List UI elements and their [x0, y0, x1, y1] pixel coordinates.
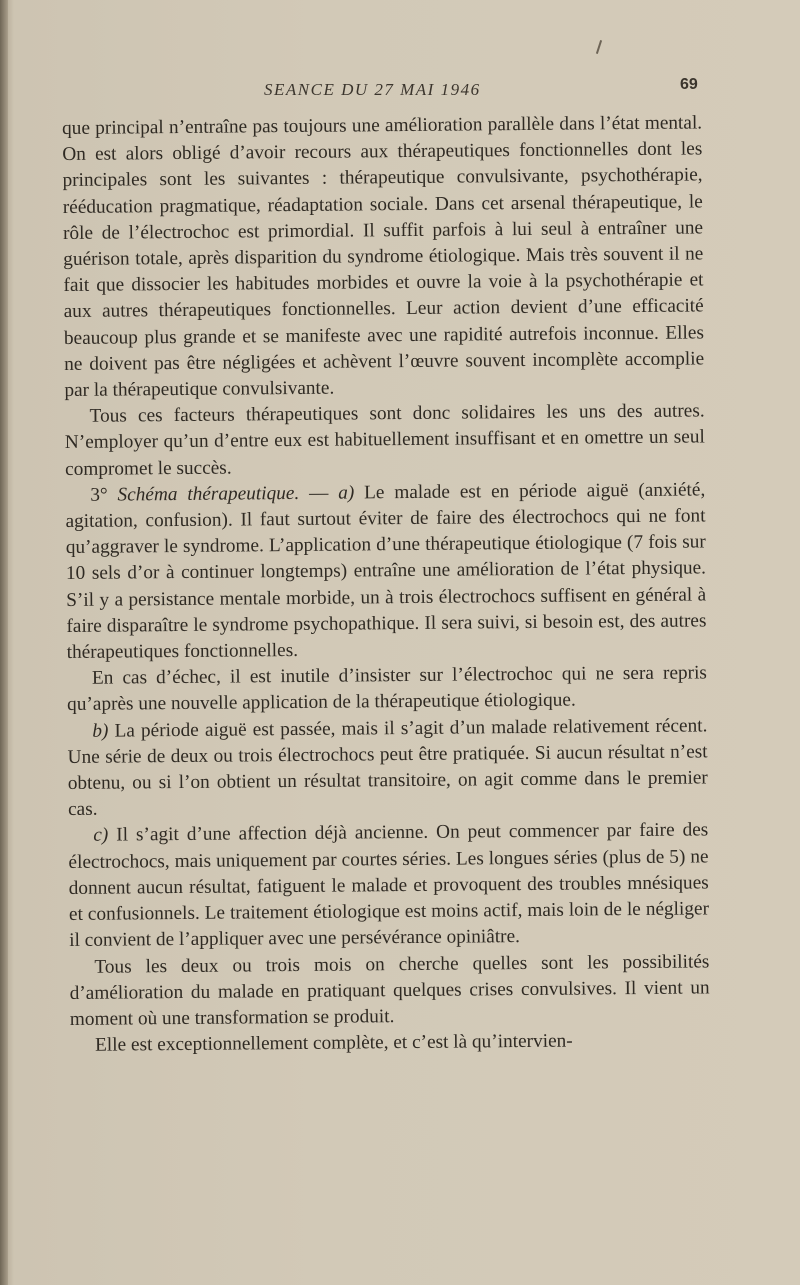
paragraph-5-text: La période aiguë est passée, mais il s’agit d’un malade relativement récent. Une série de deux ou trois électrochocs peut être pratiquée. Si aucun résultat n’est obtenu, ou si l’on obtient un résultat transitoire, on agit comme dans le premier cas.	[67, 715, 708, 821]
running-header: SEANCE DU 27 MAI 1946	[264, 80, 481, 99]
section-title: Schéma thérapeutique.	[117, 482, 300, 506]
paragraph-5	[67, 713, 708, 823]
paragraph-2: Tous ces facteurs thérapeutiques sont donc solidaires les uns des autres. N’employer qu’un d’entre eux est habituellement insuffisant et en omettre un seul compromet le succès.	[64, 400, 705, 480]
paragraph-7: Tous les deux ou trois mois on cherche quelles sont les possibilités d’amélioration du malade en pratiquant quelques crises convulsives. Il vient un moment où une transformation se produit.	[69, 950, 710, 1030]
paragraph-6	[68, 818, 709, 955]
page-number: 69	[680, 76, 698, 93]
article-body	[62, 110, 710, 1059]
case-letter-c: c)	[93, 825, 109, 847]
paragraph-6-text: Il s’agit d’une affection déjà ancienne. On peut commencer par faire des électrochocs, mais uniquement par courtes séries. Les longues séries (plus de 5) ne donnent aucun résultat, fatiguent le malade et provoquent des troubles mnésiques et confusionnels. Le traitement étiologique est moins actif, mais loin de le négliger il convient de l’appliquer avec une persévérance opiniâtre.	[68, 819, 710, 952]
paragraph-3-text: Le malade est en période aiguë (anxiété, agitation, confusion). Il faut surtout éviter de faire des électrochocs qui ne font qu’aggraver le syndrome. L’application d’une thérapeutique étiologique (7 fois sur 10 sels d’or à continuer longtemps) entraîne une amélioration de l’état physique. S’il y a persistance mentale morbide, un à trois électrochocs suffisent en général à faire disparaître le syndrome psychopathique. Il sera suivi, si besoin est, des autres thérapeutiques fonctionnelles.	[65, 479, 707, 664]
paragraph-8: Elle est exceptionnellement complète, et c’est là qu’intervien-	[95, 1030, 573, 1056]
paragraph-3	[65, 477, 707, 666]
case-letter-b: b)	[92, 720, 109, 742]
section-number: 3°	[90, 484, 108, 506]
case-letter-a: a)	[338, 482, 355, 504]
pencil-mark	[596, 40, 602, 54]
section-dash: —	[308, 482, 329, 504]
binding-shadow	[0, 0, 8, 1285]
paragraph-4: En cas d’échec, il est inutile d’insister sur l’électrochoc qui ne sera repris qu’après une nouvelle application de la thérapeutique étiologique.	[67, 662, 707, 716]
paragraph-1: que principal n’entraîne pas toujours une amélioration parallèle dans l’état mental. On est alors obligé d’avoir recours aux thérapeutiques fonctionnelles dont les principales sont les suivantes : thérapeutique convulsivante, psychothérapie, rééducation pragmatique, réadaptation sociale. Dans cet arsenal thérapeutique, le rôle de l’électrochoc est primordial. Il suffit parfois à lui seul à entraîner une guérison totale, après disparition du syndrome étiologique. Mais très souvent il ne fait que dissocier les habitudes morbides et ouvre la voie à la psychothérapie et aux autres thérapeutiques fonctionnelles. Leur action devient d’une efficacité beaucoup plus grande et se manifeste avec une rapidité autrefois inconnue. Elles ne doivent pas être négligées et achèvent l’œuvre souvent incomplète accomplie par la thérapeutique convulsivante.	[62, 112, 705, 402]
